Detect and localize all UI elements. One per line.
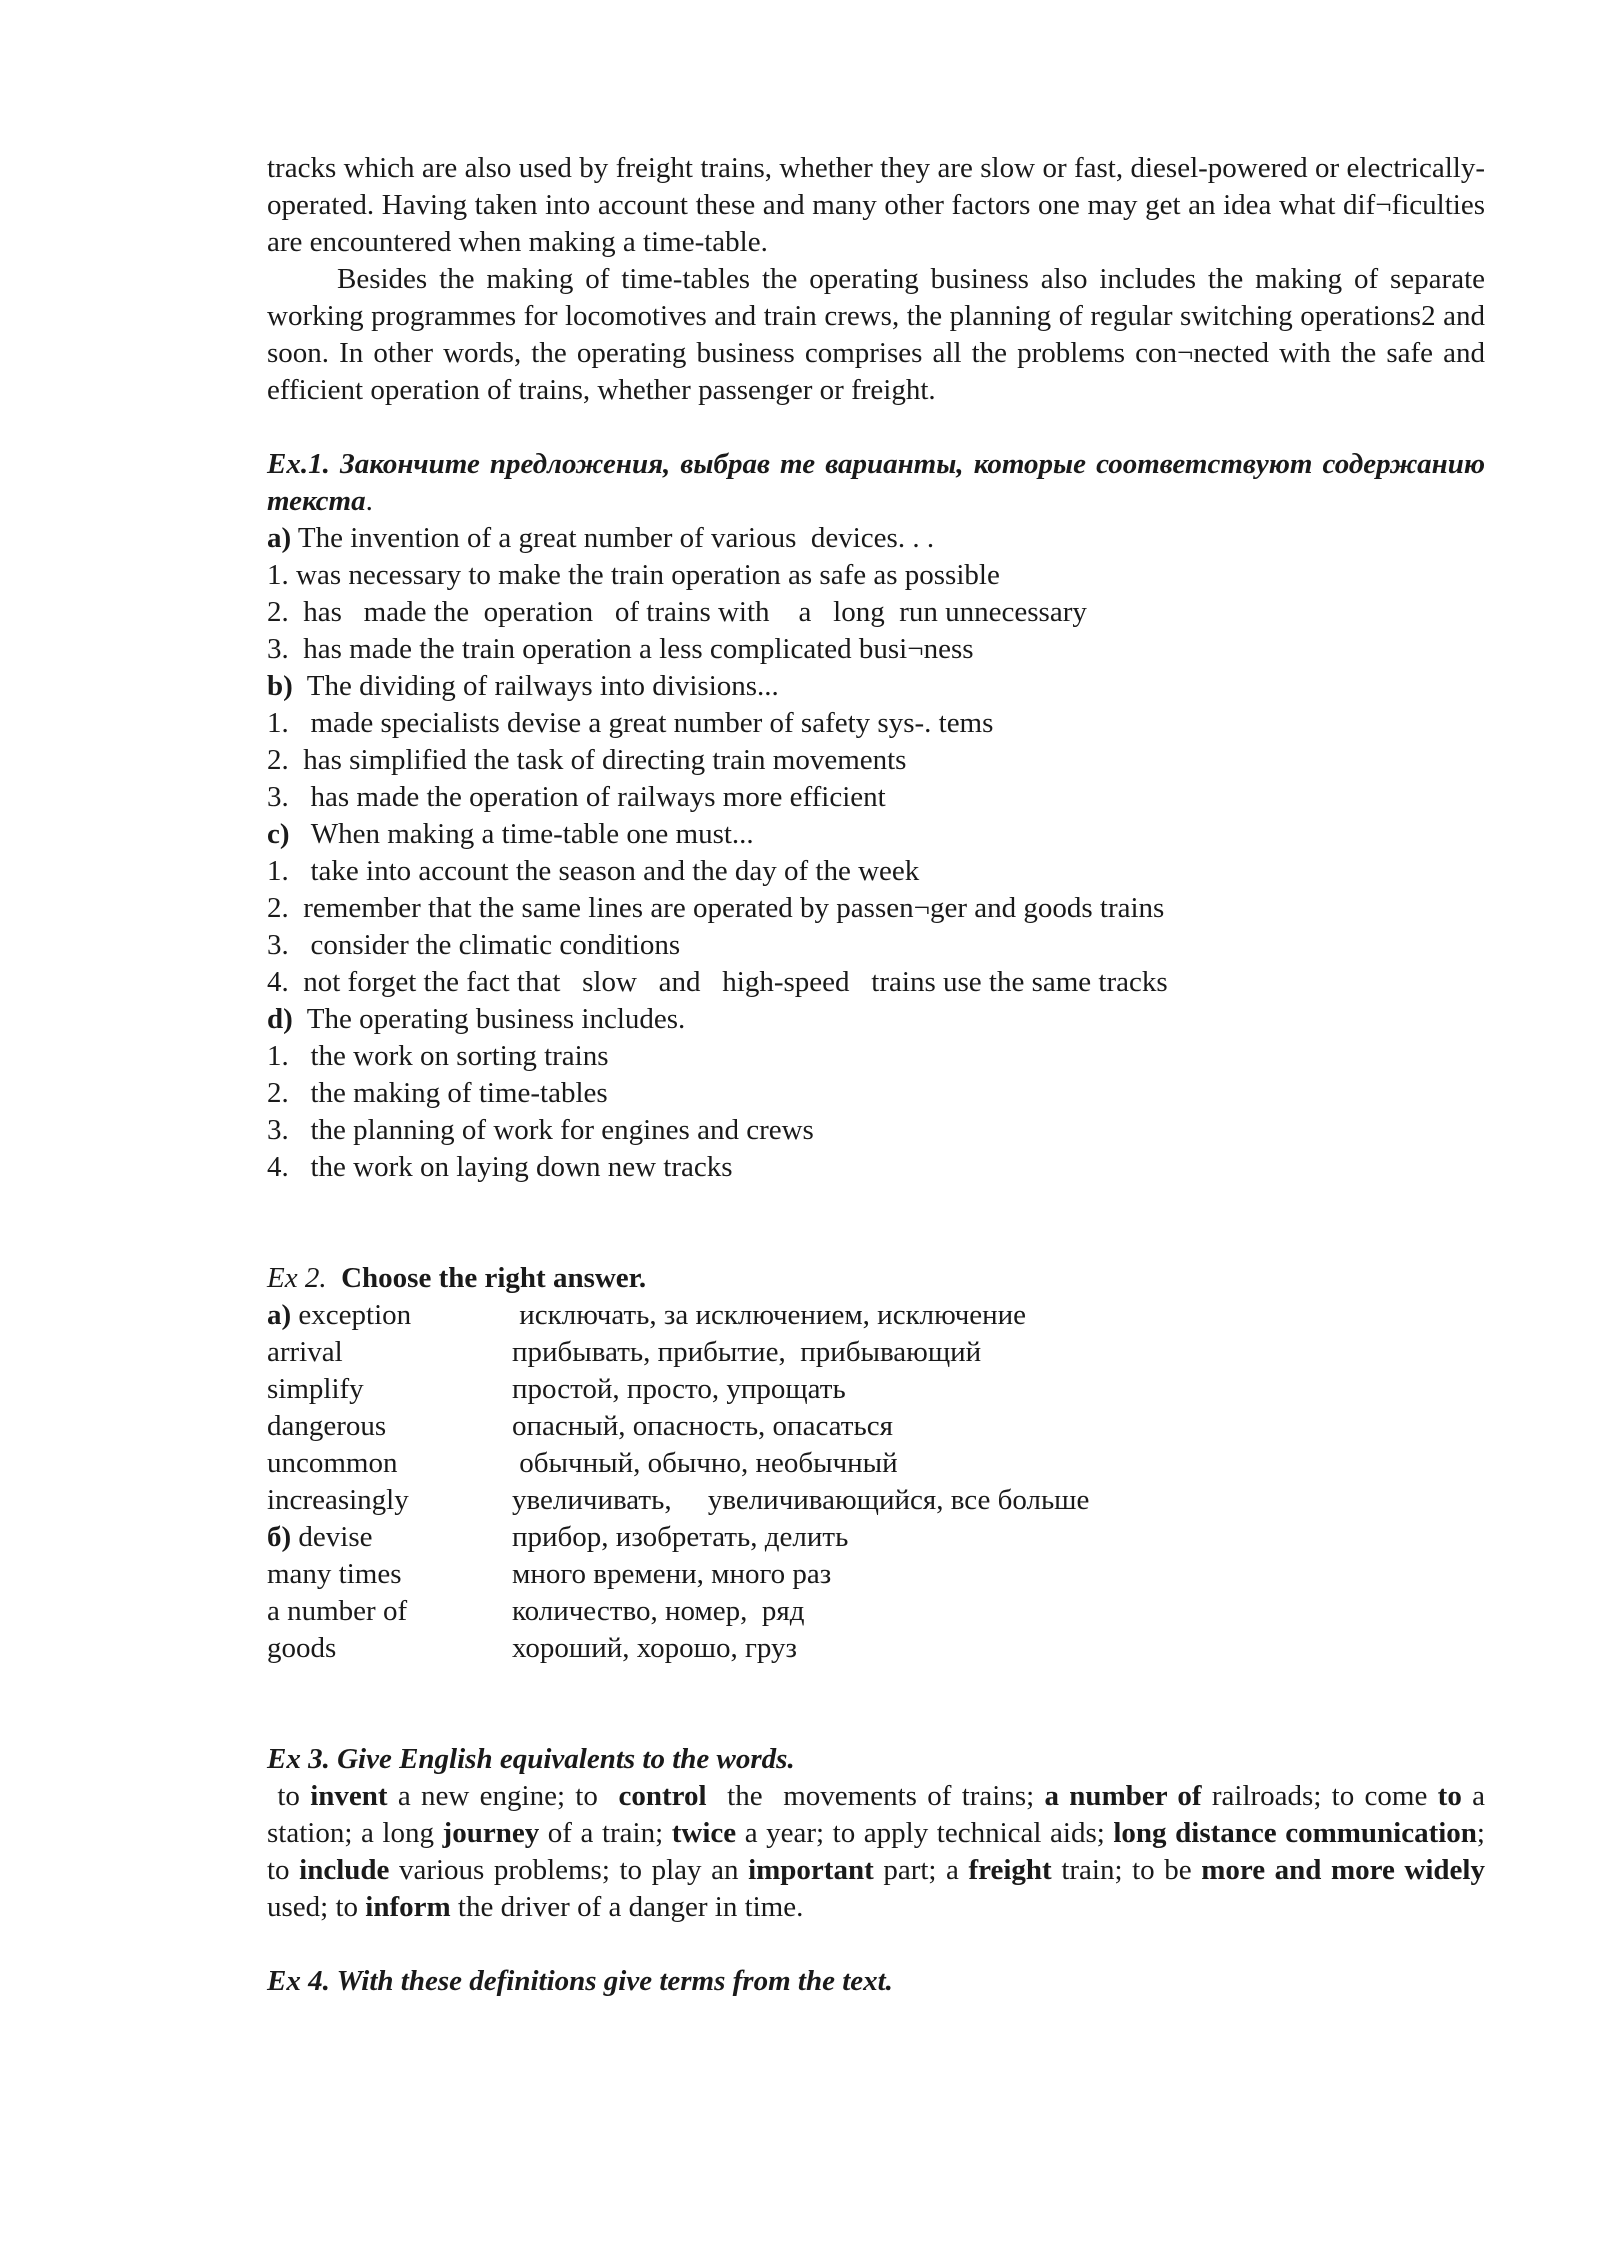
phrase-text: train; to be (1051, 1854, 1202, 1886)
vocabulary-word: dangerous (267, 1410, 387, 1442)
vocabulary-row (267, 1519, 1485, 1556)
question-text: The dividing of railways into divisions... (292, 670, 779, 702)
vocabulary-options: прибор, изобретать, делить (512, 1521, 849, 1553)
exercise-4 (267, 1963, 1485, 2000)
exercise-1-label: Ex.1. (267, 448, 330, 480)
question-text: The operating business includes. (292, 1003, 686, 1035)
key-word: to (1437, 1780, 1462, 1812)
vocabulary-options: количество, номер, ряд (512, 1595, 805, 1627)
key-word: control (618, 1780, 707, 1812)
vocabulary-word: devise (291, 1521, 373, 1553)
question-text: When making a time-table one must... (289, 818, 754, 850)
vocabulary-row (267, 1556, 1485, 1593)
phrase-text: a new engine; to (387, 1780, 619, 1812)
key-word: journey (442, 1817, 540, 1849)
phrase-text: a station; a long (267, 1780, 1493, 1849)
exercise-1-heading (267, 446, 1485, 520)
phrase-text: part; a (873, 1854, 969, 1886)
exercise-2 (267, 1260, 1485, 1667)
question-c (267, 816, 1485, 1001)
answer-option: 1. made specialists devise a great number of safety sys-. tems (267, 707, 994, 739)
key-word: more and more widely (1201, 1854, 1485, 1886)
exercise-4-heading: Ex 4. With these definitions give terms from the text. (267, 1965, 893, 1997)
answer-option: 3. has made the operation of railways more efficient (267, 781, 886, 813)
question-label: c) (267, 818, 290, 850)
vocabulary-row (267, 1297, 1485, 1334)
key-word: important (748, 1854, 874, 1886)
phrase-text: various problems; to play an (389, 1854, 749, 1886)
question-label: d) (267, 1003, 293, 1035)
answer-option: 2. has made the operation of trains with a long run unnecessary (267, 596, 1087, 628)
document-page (267, 150, 1493, 2000)
vocabulary-row (267, 1334, 1485, 1371)
key-word: twice (671, 1817, 737, 1849)
vocabulary-word: exception (291, 1299, 412, 1331)
exercise-2-label: Ex 2. (267, 1262, 327, 1294)
phrase-text: used; to (267, 1854, 1493, 1923)
vocabulary-word: a number of (267, 1595, 408, 1627)
phrase-text: of a train; (539, 1817, 672, 1849)
answer-option: 2. has simplified the task of directing train movements (267, 744, 907, 776)
vocabulary-table (267, 1297, 1485, 1667)
vocabulary-word: uncommon (267, 1447, 398, 1479)
vocabulary-options: обычный, обычно, необычный (512, 1447, 898, 1479)
answer-option: 2. remember that the same lines are operated by passen¬ger and goods trains (267, 892, 1165, 924)
vocabulary-options: увеличивать, увеличивающийся, все больше (512, 1484, 1090, 1516)
key-word: long distance communication (1113, 1817, 1477, 1849)
vocabulary-group-label: а) (267, 1299, 292, 1331)
question-a (267, 520, 1485, 668)
answer-option: 1. the work on sorting trains (267, 1040, 609, 1072)
vocabulary-word: many times (267, 1558, 402, 1590)
key-word: include (299, 1854, 390, 1886)
phrase-text: the driver of a danger in time. (450, 1891, 804, 1923)
intro-paragraph-2: Besides the making of time-tables the operating business also includes the making of separate working programmes for locomotives and train crews, the planning of regular switching operations2 and soon. In other words, the operating business comprises all the problems con¬nected with the safe and efficient operation of trains, whether passenger or freight. (267, 263, 1485, 406)
exercise-2-heading (267, 1260, 1485, 1297)
vocabulary-row (267, 1593, 1485, 1630)
exercise-1-dot: . (365, 485, 373, 517)
vocabulary-options: хороший, хорошо, груз (512, 1632, 797, 1664)
phrase-text: a year; to apply technical aids; (736, 1817, 1114, 1849)
exercise-3-text (267, 1778, 1493, 1926)
phrase-text: the movements of trains; (706, 1780, 1045, 1812)
vocabulary-options: опасный, опасность, опасаться (512, 1410, 893, 1442)
exercise-1 (267, 446, 1485, 1186)
vocabulary-options: простой, просто, упрощать (512, 1373, 846, 1405)
question-stem (267, 816, 1485, 853)
vocabulary-word: increasingly (267, 1484, 409, 1516)
exercise-2-instruction: Choose the right answer. (326, 1262, 647, 1294)
answer-option: 3. has made the train operation a less complicated busi¬ness (267, 633, 974, 665)
exercise-1-instruction: Закончите предложения, выбрав те варианты, которые соответствуют содержанию текста (267, 448, 1485, 517)
question-stem (267, 1001, 1485, 1038)
question-b (267, 668, 1485, 816)
question-stem (267, 520, 1485, 557)
phrase-text: to (267, 1780, 311, 1812)
vocabulary-word: arrival (267, 1336, 343, 1368)
vocabulary-row (267, 1630, 1485, 1667)
vocabulary-word: simplify (267, 1373, 364, 1405)
vocabulary-row (267, 1371, 1485, 1408)
answer-option: 3. consider the climatic conditions (267, 929, 681, 961)
key-word: inform (365, 1891, 451, 1923)
answer-option: 1. take into account the season and the day of the week (267, 855, 920, 887)
phrase-text: ; to (267, 1817, 1493, 1886)
vocabulary-row (267, 1482, 1485, 1519)
vocabulary-row (267, 1408, 1485, 1445)
exercise-3-heading: Ex 3. Give English equivalents to the words. (267, 1743, 795, 1775)
intro-paragraph-1: tracks which are also used by freight trains, whether they are slow or fast, diesel-powered or electrically-operated. Having taken into account these and many other factors one may get an idea what dif¬ficulties are encountered when making a time-table. (267, 152, 1485, 258)
question-text: The invention of a great number of various devices. . . (291, 522, 935, 554)
answer-option: 2. the making of time-tables (267, 1077, 608, 1109)
vocabulary-options: исключать, за исключением, исключение (512, 1299, 1027, 1331)
vocabulary-options: много времени, много раз (512, 1558, 832, 1590)
question-label: a) (267, 522, 292, 554)
vocabulary-options: прибывать, прибытие, прибывающий (512, 1336, 982, 1368)
vocabulary-word: goods (267, 1632, 337, 1664)
question-label: b) (267, 670, 293, 702)
key-word: a number of (1044, 1780, 1202, 1812)
key-word: freight (968, 1854, 1052, 1886)
key-word: invent (310, 1780, 388, 1812)
question-d (267, 1001, 1485, 1186)
vocabulary-group-label: б) (267, 1521, 292, 1553)
question-stem (267, 668, 1485, 705)
answer-option: 3. the planning of work for engines and crews (267, 1114, 814, 1146)
answer-option: 4. not forget the fact that slow and high-speed trains use the same tracks (267, 966, 1168, 998)
phrase-text: railroads; to come (1201, 1780, 1438, 1812)
answer-option: 4. the work on laying down new tracks (267, 1151, 733, 1183)
exercise-3 (267, 1741, 1493, 1926)
vocabulary-row (267, 1445, 1485, 1482)
answer-option: 1. was necessary to make the train operation as safe as possible (267, 559, 1000, 591)
